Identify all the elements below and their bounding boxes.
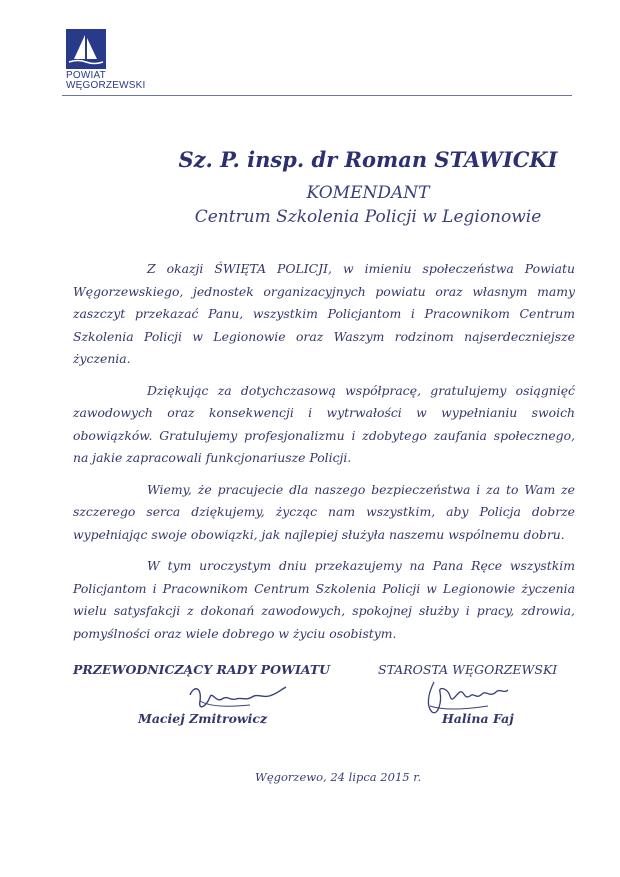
county-logo bbox=[66, 29, 156, 99]
logo-text bbox=[66, 71, 145, 91]
right-signatory-title: STAROSTA WĘGORZEWSKI bbox=[378, 662, 558, 677]
left-signatory-name: Maciej Zmitrowicz bbox=[138, 711, 268, 726]
addressee-institution: Centrum Szkolenia Policji w Legionowie bbox=[194, 207, 542, 227]
paragraph: Dziękując za dotychczasową współpracę, gratulujemy osiągnięć zawodowych oraz konsekwencji i wytrwałości w wypełnianiu swoich obowiązków. Gratulujemy profesjonalizmu i zdobytego zaufania społecznego, na jakie zapracowali funkcjonariusze Policji. bbox=[73, 382, 575, 465]
sailboat-logo-icon bbox=[66, 29, 106, 69]
left-signatory-title: PRZEWODNICZĄCY RADY POWIATU bbox=[73, 662, 331, 677]
paragraph: W tym uroczystym dniu przekazujemy na Pana Ręce wszystkim Policjantom i Pracownikom Centrum Szkolenia Policji w Legionowie życzenia wielu satysfakcji z dokonań zawodowych, spokojnej służby i pracy, zdrowia, pomyślności oraz wiele dobrego w życiu osobistym. bbox=[73, 558, 575, 641]
header-rule bbox=[62, 95, 572, 96]
logo-line-name: WĘGORZEWSKI bbox=[66, 80, 146, 91]
place-and-date: Węgorzewo, 24 lipca 2015 r. bbox=[255, 770, 422, 784]
right-signatory-name: Halina Faj bbox=[442, 711, 514, 726]
paragraph: Wiemy, że pracujecie dla naszego bezpieczeństwa i za to Wam ze szczerego serca dziękujemy, życząc nam wszystkim, aby Policja dobrze wypełniając swoje obowiązki, jak najlepiej służyła naszemu wspólnemu dobru. bbox=[73, 481, 575, 542]
addressee-title: KOMENDANT bbox=[306, 183, 430, 203]
paragraph: Z okazji ŚWIĘTA POLICJI, w imieniu społeczeństwa Powiatu Węgorzewskiego, jednostek organizacyjnych powiatu oraz własnym mamy zaszczyt przekazać Panu, wszystkim Policjantom i Pracownikom Centrum Szkolenia Policji w Legionowie oraz Waszym rodzinom najserdeczniejsze życzenia. bbox=[73, 261, 575, 366]
letter-body bbox=[73, 258, 575, 654]
logo-line-powiat: POWIAT bbox=[66, 70, 106, 81]
addressee-name: Sz. P. insp. dr Roman STAWICKI bbox=[178, 147, 558, 172]
